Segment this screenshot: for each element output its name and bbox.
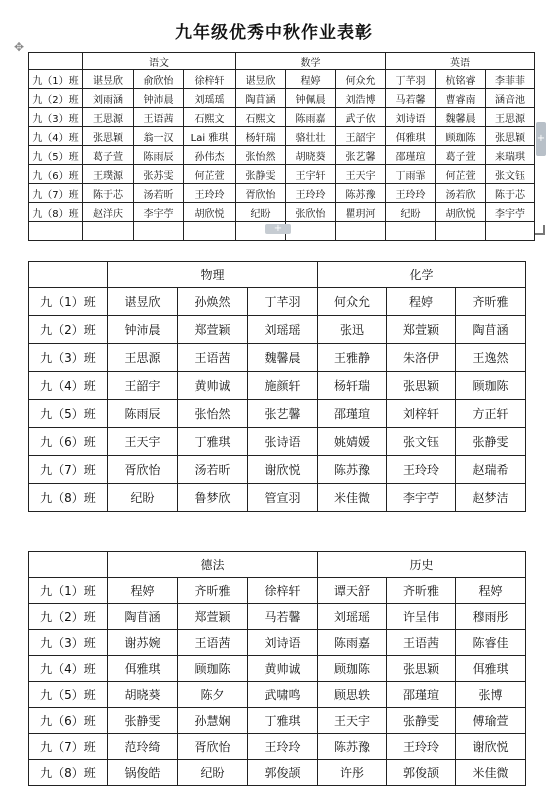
table-body (29, 53, 535, 241)
empty-cell[interactable] (29, 222, 83, 241)
student-name-cell[interactable]: 王玲玲 (386, 184, 436, 203)
table-chinese-math-english (28, 52, 535, 241)
student-name-cell[interactable]: 涵音池 (486, 89, 535, 108)
student-name-cell[interactable]: 郑萱颖 (178, 604, 248, 630)
class-label-cell[interactable]: 九（5）班 (29, 146, 83, 165)
class-label-cell[interactable]: 九（7）班 (29, 734, 108, 760)
student-name-cell[interactable]: 齐昕雅 (456, 288, 526, 316)
table-row (29, 656, 526, 682)
student-name-cell[interactable]: 王语茜 (178, 344, 248, 372)
class-label-cell[interactable]: 九（2）班 (29, 89, 83, 108)
class-label-cell[interactable]: 九（4）班 (29, 372, 108, 400)
student-name-cell[interactable]: 邵瑾瑄 (387, 682, 456, 708)
student-name-cell[interactable]: 钟佩晨 (286, 89, 336, 108)
student-name-cell[interactable]: 傅瑜萱 (456, 708, 526, 734)
student-name-cell[interactable]: 张文钰 (387, 428, 456, 456)
student-name-cell[interactable]: 程婷 (456, 578, 526, 604)
empty-cell[interactable] (336, 222, 386, 241)
student-name-cell[interactable]: 赵洋庆 (83, 203, 134, 222)
student-name-cell[interactable]: 孙焕然 (178, 288, 248, 316)
student-name-cell[interactable]: 徐梓轩 (248, 578, 318, 604)
student-name-cell[interactable]: 王玲玲 (387, 456, 456, 484)
student-name-cell[interactable]: 谢苏婉 (108, 630, 178, 656)
subject-header[interactable]: 历史 (318, 552, 526, 578)
student-name-cell[interactable]: 陈雨嘉 (286, 108, 336, 127)
student-name-cell[interactable]: 马若馨 (386, 89, 436, 108)
student-name-cell[interactable]: 张诗语 (248, 428, 318, 456)
student-name-cell[interactable]: 李宇苧 (486, 203, 535, 222)
student-name-cell[interactable]: 胡欣悦 (436, 203, 486, 222)
student-name-cell[interactable]: 武啸鸣 (248, 682, 318, 708)
student-name-cell[interactable]: 丁雅琪 (178, 428, 248, 456)
student-name-cell[interactable]: 徐梓轩 (184, 70, 236, 89)
student-name-cell[interactable]: 汤若昕 (178, 456, 248, 484)
student-name-cell[interactable]: 纪盼 (236, 203, 286, 222)
student-name-cell[interactable]: 方正轩 (456, 400, 526, 428)
student-name-cell[interactable]: 杨轩瑞 (236, 127, 286, 146)
class-label-cell[interactable]: 九（6）班 (29, 428, 108, 456)
table-row (29, 760, 526, 786)
student-name-cell[interactable]: 陈于芯 (83, 184, 134, 203)
student-name-cell[interactable]: 李菲菲 (486, 70, 535, 89)
student-name-cell[interactable]: 管宣羽 (248, 484, 318, 512)
class-label-cell[interactable]: 九（8）班 (29, 484, 108, 512)
student-name-cell[interactable]: 张博 (456, 682, 526, 708)
student-name-cell[interactable]: 魏馨晨 (248, 344, 318, 372)
table-row (29, 578, 526, 604)
student-name-cell[interactable]: 俞欣怡 (134, 70, 184, 89)
table-row (29, 146, 535, 165)
student-name-cell[interactable]: 陈于芯 (486, 184, 535, 203)
student-name-cell[interactable]: Lai 雅琪 (184, 127, 236, 146)
student-name-cell[interactable]: 郑萱颖 (387, 316, 456, 344)
table-row (29, 344, 526, 372)
student-name-cell[interactable]: 顾珈陈 (456, 372, 526, 400)
student-name-cell[interactable]: 骆壮壮 (286, 127, 336, 146)
student-name-cell[interactable]: 王语茜 (178, 630, 248, 656)
table-row (29, 70, 535, 89)
student-name-cell[interactable]: 穆雨彤 (456, 604, 526, 630)
table-row (29, 165, 535, 184)
class-label-cell[interactable]: 九（6）班 (29, 165, 83, 184)
student-name-cell[interactable]: 顾珈陈 (318, 656, 387, 682)
table-row (29, 400, 526, 428)
student-name-cell[interactable]: 谢欣悦 (248, 456, 318, 484)
empty-cell[interactable] (486, 222, 535, 241)
student-name-cell[interactable]: 姚婧媛 (318, 428, 387, 456)
student-name-cell[interactable]: 张静雯 (387, 708, 456, 734)
student-name-cell[interactable]: 胥欣怡 (236, 184, 286, 203)
student-name-cell[interactable]: 许彤 (318, 760, 387, 786)
student-name-cell[interactable]: 瞿玥河 (336, 203, 386, 222)
subject-header[interactable]: 德法 (108, 552, 318, 578)
subject-header[interactable]: 物理 (108, 262, 318, 288)
student-name-cell[interactable]: 陈苏豫 (318, 734, 387, 760)
student-name-cell[interactable]: 魏馨晨 (436, 108, 486, 127)
student-name-cell[interactable]: 佴雅琪 (456, 656, 526, 682)
class-label-cell[interactable]: 九（7）班 (29, 184, 83, 203)
student-name-cell[interactable]: 张静雯 (236, 165, 286, 184)
student-name-cell[interactable]: 翁一汉 (134, 127, 184, 146)
class-label-cell[interactable]: 九（3）班 (29, 630, 108, 656)
empty-cell[interactable] (134, 222, 184, 241)
student-name-cell[interactable]: 黄帅诚 (248, 656, 318, 682)
class-label-cell[interactable]: 九（7）班 (29, 456, 108, 484)
table-row (29, 127, 535, 146)
table-row (29, 372, 526, 400)
header-row (29, 262, 526, 288)
student-name-cell[interactable]: 胡欣悦 (184, 203, 236, 222)
table-row (29, 630, 526, 656)
student-name-cell[interactable]: 张思颖 (387, 372, 456, 400)
class-label-cell[interactable]: 九（3）班 (29, 108, 83, 127)
class-label-cell[interactable]: 九（1）班 (29, 70, 83, 89)
table-physics-chemistry (28, 261, 526, 512)
class-label-cell[interactable]: 九（8）班 (29, 203, 83, 222)
student-name-cell[interactable]: 刘瑶瑶 (318, 604, 387, 630)
student-name-cell[interactable]: 刘诗语 (386, 108, 436, 127)
student-name-cell[interactable]: 陈雨嘉 (318, 630, 387, 656)
student-name-cell[interactable]: 张静雯 (456, 428, 526, 456)
student-name-cell[interactable]: 张怡然 (236, 146, 286, 165)
table-row (29, 456, 526, 484)
student-name-cell[interactable]: 谭天舒 (318, 578, 387, 604)
student-name-cell[interactable]: 陈夕 (178, 682, 248, 708)
table-body (29, 262, 526, 512)
student-name-cell[interactable]: 王宇轩 (286, 165, 336, 184)
student-name-cell[interactable]: 孙伟杰 (184, 146, 236, 165)
subject-header[interactable]: 数学 (236, 53, 386, 70)
student-name-cell[interactable]: 杭铭睿 (436, 70, 486, 89)
table-row (29, 184, 535, 203)
student-name-cell[interactable]: 陶苜涵 (108, 604, 178, 630)
student-name-cell[interactable]: 王玲玲 (286, 184, 336, 203)
student-name-cell[interactable]: 范玲绮 (108, 734, 178, 760)
class-label-cell[interactable]: 九（6）班 (29, 708, 108, 734)
student-name-cell[interactable]: 顾思轶 (318, 682, 387, 708)
student-name-cell[interactable]: 马若馨 (248, 604, 318, 630)
student-name-cell[interactable]: 王雅静 (318, 344, 387, 372)
page-title: 九年级优秀中秋作业表彰 (175, 23, 373, 43)
student-name-cell[interactable]: 米佳微 (456, 760, 526, 786)
student-name-cell[interactable]: 顾珈陈 (178, 656, 248, 682)
student-name-cell[interactable]: 张迅 (318, 316, 387, 344)
student-name-cell[interactable]: 陶苜涵 (456, 316, 526, 344)
student-name-cell[interactable]: 郭俊颉 (248, 760, 318, 786)
student-name-cell[interactable]: 纪盼 (178, 760, 248, 786)
class-label-cell[interactable]: 九（1）班 (29, 578, 108, 604)
student-name-cell[interactable]: 来瑞琪 (486, 146, 535, 165)
student-name-cell[interactable]: 齐昕雅 (387, 578, 456, 604)
student-name-cell[interactable]: 张艺馨 (336, 146, 386, 165)
student-name-cell[interactable]: 纪盼 (108, 484, 178, 512)
table-row (29, 108, 535, 127)
student-name-cell[interactable]: 丁芊羽 (248, 288, 318, 316)
header-row (29, 552, 526, 578)
student-name-cell[interactable]: 石熙文 (184, 108, 236, 127)
student-name-cell[interactable]: 王玲玲 (184, 184, 236, 203)
student-name-cell[interactable]: 曹睿南 (436, 89, 486, 108)
table-row (29, 316, 526, 344)
student-name-cell[interactable]: 石熙文 (236, 108, 286, 127)
header-row (29, 53, 535, 70)
student-name-cell[interactable]: 谌昱欣 (236, 70, 286, 89)
header-corner-cell[interactable] (29, 552, 108, 578)
student-name-cell[interactable]: 王思源 (486, 108, 535, 127)
table-row (29, 288, 526, 316)
student-name-cell[interactable]: 王语茜 (134, 108, 184, 127)
student-name-cell[interactable]: 佴雅琪 (386, 127, 436, 146)
student-name-cell[interactable]: 何众允 (318, 288, 387, 316)
class-label-cell[interactable]: 九（1）班 (29, 288, 108, 316)
student-name-cell[interactable]: 王韶宇 (336, 127, 386, 146)
student-name-cell[interactable]: 程婷 (108, 578, 178, 604)
student-name-cell[interactable]: 张文钰 (486, 165, 535, 184)
class-label-cell[interactable]: 九（4）班 (29, 127, 83, 146)
student-name-cell[interactable]: 朱洛伊 (387, 344, 456, 372)
student-name-cell[interactable]: 王天宇 (336, 165, 386, 184)
student-name-cell[interactable]: 李宇苧 (387, 484, 456, 512)
student-name-cell[interactable]: 陈雨辰 (108, 400, 178, 428)
student-name-cell[interactable]: 陈苏豫 (336, 184, 386, 203)
student-name-cell[interactable]: 刘浩博 (336, 89, 386, 108)
student-name-cell[interactable]: 王语茜 (387, 630, 456, 656)
student-name-cell[interactable]: 杨轩瑞 (318, 372, 387, 400)
student-name-cell[interactable]: 张思颖 (387, 656, 456, 682)
student-name-cell[interactable]: 何众允 (336, 70, 386, 89)
student-name-cell[interactable]: 锅俊皓 (108, 760, 178, 786)
student-name-cell[interactable]: 许呈伟 (387, 604, 456, 630)
student-name-cell[interactable]: 刘瑶瑶 (248, 316, 318, 344)
student-name-cell[interactable]: 丁雨霏 (386, 165, 436, 184)
table-row (29, 734, 526, 760)
student-name-cell[interactable]: 王玲玲 (248, 734, 318, 760)
empty-cell[interactable] (386, 222, 436, 241)
student-name-cell[interactable]: 葛子萱 (436, 146, 486, 165)
table-row (29, 428, 526, 456)
subject-header[interactable]: 英语 (386, 53, 535, 70)
student-name-cell[interactable]: 钟沛晨 (108, 316, 178, 344)
empty-cell[interactable] (184, 222, 236, 241)
subject-header[interactable]: 语文 (83, 53, 236, 70)
subject-header[interactable]: 化学 (318, 262, 526, 288)
student-name-cell[interactable]: 齐昕雅 (178, 578, 248, 604)
class-label-cell[interactable]: 九（5）班 (29, 682, 108, 708)
student-name-cell[interactable]: 王逸然 (456, 344, 526, 372)
student-name-cell[interactable]: 陈雨辰 (134, 146, 184, 165)
student-name-cell[interactable]: 鲁梦欣 (178, 484, 248, 512)
student-name-cell[interactable]: 丁芊羽 (386, 70, 436, 89)
student-name-cell[interactable]: 钟沛晨 (134, 89, 184, 108)
student-name-cell[interactable]: 邵瑾瑄 (386, 146, 436, 165)
student-name-cell[interactable]: 顾珈陈 (436, 127, 486, 146)
student-name-cell[interactable]: 刘雨涵 (83, 89, 134, 108)
student-name-cell[interactable]: 郑萱颖 (178, 316, 248, 344)
table-body (29, 552, 526, 786)
student-name-cell[interactable]: 何芷萱 (436, 165, 486, 184)
table-row (29, 708, 526, 734)
student-name-cell[interactable]: 赵梦洁 (456, 484, 526, 512)
student-name-cell[interactable]: 丁雅琪 (248, 708, 318, 734)
student-name-cell[interactable]: 邵瑾瑄 (318, 400, 387, 428)
student-name-cell[interactable]: 汤若昕 (134, 184, 184, 203)
student-name-cell[interactable]: 孙慧娴 (178, 708, 248, 734)
student-name-cell[interactable]: 陈睿佳 (456, 630, 526, 656)
student-name-cell[interactable]: 何芷萱 (184, 165, 236, 184)
student-name-cell[interactable]: 赵瑞希 (456, 456, 526, 484)
student-name-cell[interactable]: 王韶宇 (108, 372, 178, 400)
student-name-cell[interactable]: 黄帅诚 (178, 372, 248, 400)
student-name-cell[interactable]: 胡晓葵 (108, 682, 178, 708)
class-label-cell[interactable]: 九（2）班 (29, 604, 108, 630)
student-name-cell[interactable]: 谌昱欣 (108, 288, 178, 316)
student-name-cell[interactable]: 纪盼 (386, 203, 436, 222)
table-row (29, 484, 526, 512)
student-name-cell[interactable]: 佴雅琪 (108, 656, 178, 682)
student-name-cell[interactable]: 陈苏豫 (318, 456, 387, 484)
student-name-cell[interactable]: 李宇苧 (134, 203, 184, 222)
class-label-cell[interactable]: 九（4）班 (29, 656, 108, 682)
student-name-cell[interactable]: 张怡然 (178, 400, 248, 428)
table-row (29, 682, 526, 708)
student-name-cell[interactable]: 刘瑶瑶 (184, 89, 236, 108)
student-name-cell[interactable]: 程婷 (286, 70, 336, 89)
student-name-cell[interactable]: 胡晓葵 (286, 146, 336, 165)
class-label-cell[interactable]: 九（8）班 (29, 760, 108, 786)
student-name-cell[interactable]: 张艺馨 (248, 400, 318, 428)
student-name-cell[interactable]: 张静雯 (108, 708, 178, 734)
student-name-cell[interactable]: 王玲玲 (387, 734, 456, 760)
class-label-cell[interactable]: 九（3）班 (29, 344, 108, 372)
table-resize-handle-icon[interactable] (535, 225, 545, 235)
student-name-cell[interactable]: 胥欣怡 (178, 734, 248, 760)
add-row-icon[interactable]: + (265, 224, 291, 234)
table-morality-history (28, 551, 526, 786)
student-name-cell[interactable]: 王天宇 (108, 428, 178, 456)
table-row (29, 604, 526, 630)
class-label-cell[interactable]: 九（2）班 (29, 316, 108, 344)
student-name-cell[interactable]: 王思源 (83, 108, 134, 127)
student-name-cell[interactable]: 施颜轩 (248, 372, 318, 400)
student-name-cell[interactable]: 胥欣怡 (108, 456, 178, 484)
student-name-cell[interactable]: 程婷 (387, 288, 456, 316)
student-name-cell[interactable]: 谢欣悦 (456, 734, 526, 760)
student-name-cell[interactable]: 谌昱欣 (83, 70, 134, 89)
student-name-cell[interactable]: 刘诗语 (248, 630, 318, 656)
student-name-cell[interactable]: 武子依 (336, 108, 386, 127)
student-name-cell[interactable]: 郭俊颉 (387, 760, 456, 786)
table-row (29, 89, 535, 108)
empty-cell[interactable] (436, 222, 486, 241)
student-name-cell[interactable]: 张思颖 (486, 127, 535, 146)
student-name-cell[interactable]: 王思源 (108, 344, 178, 372)
add-column-icon[interactable]: + (536, 122, 546, 156)
class-label-cell[interactable]: 九（5）班 (29, 400, 108, 428)
student-name-cell[interactable]: 王璞源 (83, 165, 134, 184)
student-name-cell[interactable]: 王天宇 (318, 708, 387, 734)
student-name-cell[interactable]: 张欣怡 (286, 203, 336, 222)
student-name-cell[interactable]: 刘梓轩 (387, 400, 456, 428)
student-name-cell[interactable]: 葛子萱 (83, 146, 134, 165)
student-name-cell[interactable]: 陶苜涵 (236, 89, 286, 108)
student-name-cell[interactable]: 汤若欣 (436, 184, 486, 203)
header-corner-cell[interactable] (29, 262, 108, 288)
table-move-handle-icon[interactable]: ✥ (14, 40, 25, 54)
empty-cell[interactable] (286, 222, 336, 241)
header-corner-cell[interactable] (29, 53, 83, 70)
student-name-cell[interactable]: 米佳微 (318, 484, 387, 512)
table-row (29, 203, 535, 222)
student-name-cell[interactable]: 张思颖 (83, 127, 134, 146)
student-name-cell[interactable]: 张苏雯 (134, 165, 184, 184)
empty-cell[interactable] (83, 222, 134, 241)
